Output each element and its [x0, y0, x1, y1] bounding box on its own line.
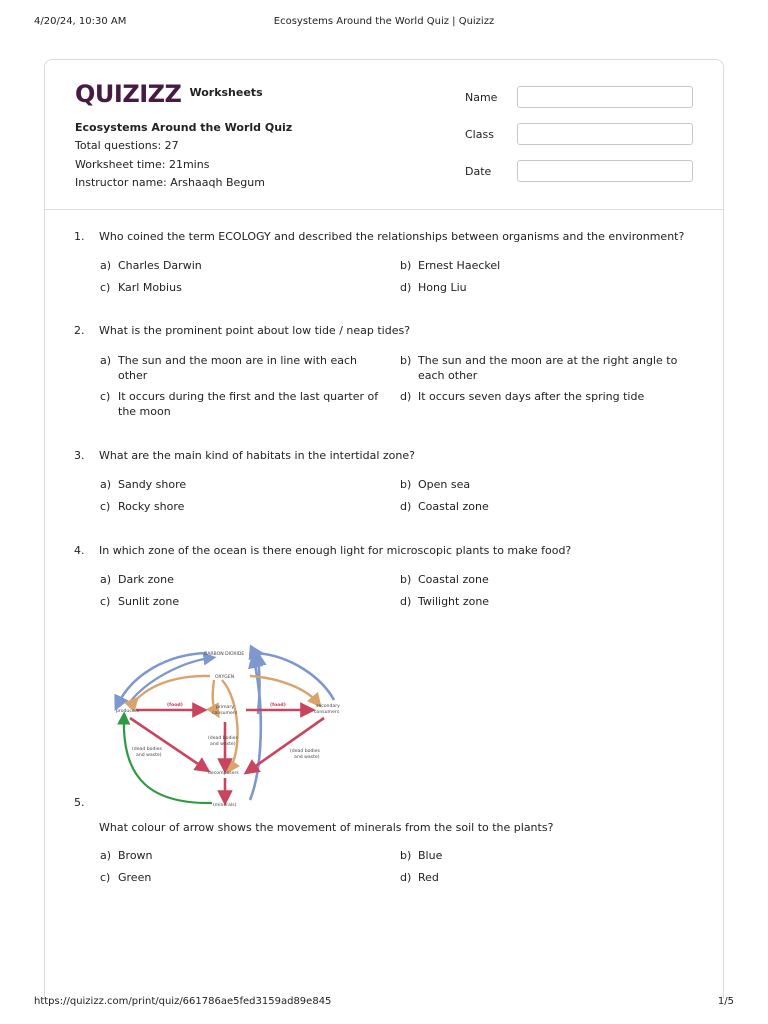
option-text: Karl Mobius	[118, 281, 182, 294]
label-food-2: (food)	[270, 703, 286, 708]
ecosystem-cycle-diagram	[112, 640, 348, 810]
option-text: Sunlit zone	[118, 595, 180, 608]
logo-wordmark: QUIZIZZ	[75, 80, 182, 108]
worksheet-title: Ecosystems Around the World Quiz	[75, 121, 293, 134]
label-secondary-consumers: consumers	[314, 710, 340, 715]
option-text: Brown	[118, 849, 153, 862]
option-text: Twilight zone	[418, 595, 490, 608]
total-questions: Total questions: 27	[75, 139, 179, 153]
option-letter: a)	[100, 573, 112, 586]
option-text: Ernest Haeckel	[418, 259, 501, 272]
name-label: Name	[465, 90, 498, 104]
print-footer	[34, 996, 734, 1010]
date-field-row	[465, 159, 693, 183]
option-letter: a)	[100, 849, 112, 862]
option-text: Rocky shore	[118, 500, 185, 513]
option-letter: d)	[400, 500, 412, 513]
print-datetime: 4/20/24, 10:30 AM	[34, 16, 127, 27]
red-arrow	[130, 718, 204, 768]
question-text: What colour of arrow shows the movement of minerals from the soil to the plants?	[99, 821, 554, 834]
quizizz-logo	[75, 80, 263, 108]
option-text: Coastal zone	[418, 500, 489, 513]
option-text: The sun and the moon are at the right angle to each other	[418, 354, 678, 382]
option-letter: c)	[100, 500, 111, 513]
label-dead-right-2: and waste)	[294, 755, 320, 760]
name-field-row	[465, 85, 693, 109]
label-primary: primary	[216, 705, 234, 710]
label-secondary: secondary	[316, 704, 340, 709]
option-letter: a)	[100, 478, 112, 491]
worksheet-time: Worksheet time: 21mins	[75, 157, 210, 171]
label-dead-right: (dead bodies	[290, 749, 320, 754]
option-letter: b)	[400, 478, 412, 491]
option-letter: d)	[400, 871, 412, 884]
option-text: Coastal zone	[418, 573, 489, 586]
label-producers: producers	[116, 709, 139, 714]
question-text: Who coined the term ECOLOGY and described the relationships between organisms and the environment?	[99, 230, 685, 243]
option-letter: c)	[100, 390, 111, 403]
question-number: 4.	[74, 544, 85, 557]
date-label: Date	[465, 164, 492, 178]
label-carbon-dioxide: CARBON DIOXIDE	[204, 652, 245, 657]
name-input[interactable]	[517, 86, 693, 108]
option-letter: d)	[400, 281, 412, 294]
option-letter: a)	[100, 259, 112, 272]
option-letter: b)	[400, 573, 412, 586]
instructor-name: Instructor name: Arshaaqh Begum	[75, 175, 265, 189]
question-text: What is the prominent point about low tide / neap tides?	[99, 324, 411, 337]
brown-arrow	[134, 676, 210, 702]
option-text: The sun and the moon are in line with each other	[118, 354, 358, 382]
question-number: 3.	[74, 449, 85, 462]
class-field-row	[465, 122, 693, 146]
option-text: Charles Darwin	[118, 259, 202, 272]
question-text: In which zone of the ocean is there enough light for microscopic plants to make food?	[99, 544, 572, 557]
date-input[interactable]	[517, 160, 693, 182]
label-oxygen: OXYGEN	[215, 675, 235, 680]
option-letter: c)	[100, 595, 111, 608]
option-letter: a)	[100, 354, 112, 367]
option-text: It occurs during the first and the last quarter of the moon	[118, 390, 379, 418]
option-letter: d)	[400, 595, 412, 608]
print-header	[34, 16, 734, 30]
logo-subtitle: Worksheets	[189, 86, 263, 99]
question-number: 5.	[74, 796, 85, 809]
option-text: Hong Liu	[418, 281, 467, 294]
print-url: https://quizizz.com/print/quiz/661786ae5fed3159ad89e845	[34, 996, 332, 1007]
question-number: 1.	[74, 230, 85, 243]
option-text: Dark zone	[118, 573, 174, 586]
green-arrow	[124, 718, 212, 803]
page-number: 1/5	[717, 996, 734, 1007]
option-letter: b)	[400, 259, 412, 272]
option-text: Red	[418, 871, 439, 884]
class-input[interactable]	[517, 123, 693, 145]
option-letter: c)	[100, 871, 111, 884]
label-dead-left: (dead bodies	[132, 747, 162, 752]
label-minerals: (minerals)	[213, 803, 237, 808]
option-text: Green	[118, 871, 152, 884]
option-text: Open sea	[418, 478, 471, 491]
option-letter: d)	[400, 390, 412, 403]
label-primary-consumers: consumers	[212, 711, 238, 716]
option-text: It occurs seven days after the spring tide	[418, 390, 645, 403]
label-dead-mid: (dead bodies	[208, 736, 238, 741]
label-dead-mid-2: and waste)	[210, 742, 236, 747]
blue-arrow	[257, 653, 334, 700]
worksheet-header	[45, 60, 723, 210]
question-text: What are the main kind of habitats in the intertidal zone?	[99, 449, 415, 462]
option-text: Blue	[418, 849, 443, 862]
print-title: Ecosystems Around the World Quiz | Quizizz	[273, 16, 495, 27]
label-decomposers: decomposers	[208, 771, 239, 776]
option-letter: c)	[100, 281, 111, 294]
label-dead-left-2: and waste)	[136, 753, 162, 758]
option-letter: b)	[400, 849, 412, 862]
question-number: 2.	[74, 324, 85, 337]
class-label: Class	[465, 127, 494, 141]
option-letter: b)	[400, 354, 412, 367]
label-food-1: (food)	[167, 703, 183, 708]
worksheet-meta	[75, 119, 292, 192]
option-text: Sandy shore	[118, 478, 187, 491]
